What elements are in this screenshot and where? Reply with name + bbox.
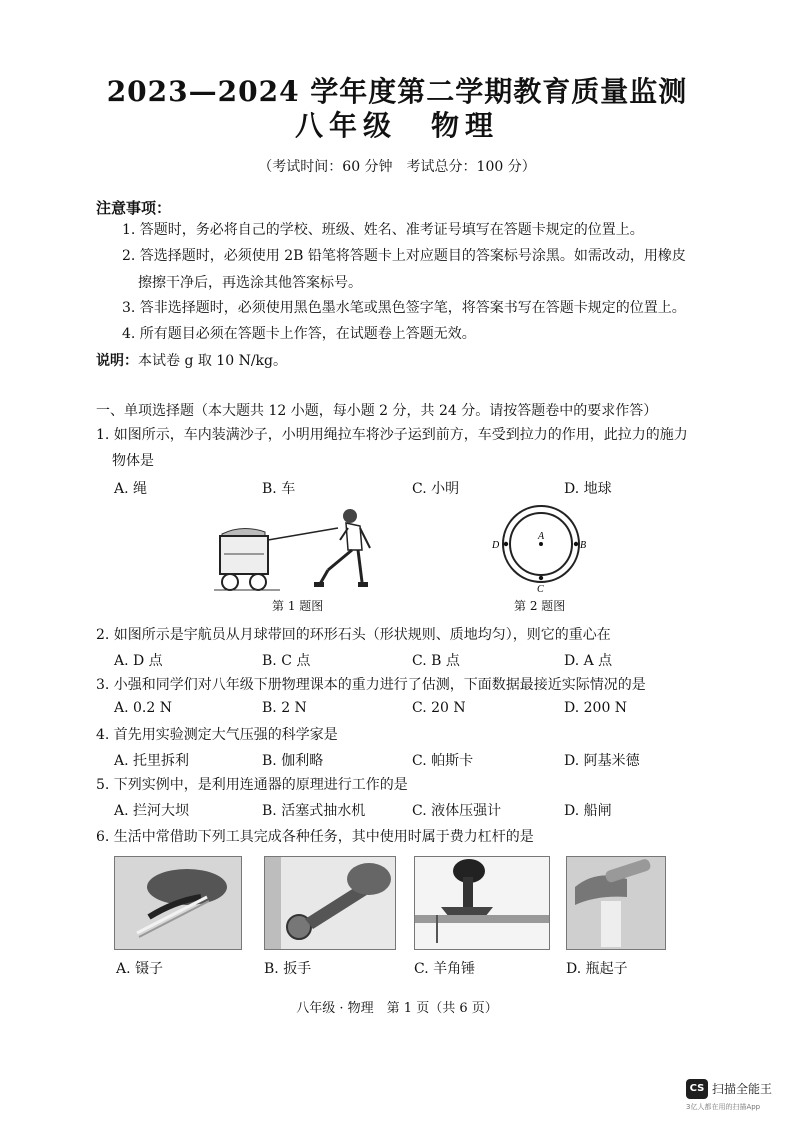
page-footer: 八年级 · 物理 第 1 页（共 6 页） (296, 1001, 498, 1016)
note-label: 说明： (96, 353, 138, 369)
watermark-name: 扫描全能王 (712, 1082, 773, 1096)
question-6-stem: 6. 生活中常借助下列工具完成各种任务，其中使用时属于费力杠杆的是 (96, 829, 534, 845)
q1-option-a: A. 绳 (114, 481, 148, 497)
exam-title: 2023—2024 学年度第二学期教育质量监测 (106, 75, 688, 108)
bottle-opener-icon (567, 857, 665, 949)
label-b: B (580, 540, 587, 551)
notice-item-3: 3. 答非选择题时，必须使用黑色墨水笔或黑色签字笔，将答案书写在答题卡规定的位置上。 (122, 300, 686, 316)
note-text: 本试卷 g 取 10 N/kg。 (138, 353, 287, 369)
q4-option-a: A. 托里拆利 (114, 753, 190, 769)
figure-2-caption: 第 2 题图 (514, 599, 566, 613)
q5-option-d: D. 船闸 (564, 803, 612, 819)
notice-item-2-cont: 擦擦干净后，再选涂其他答案标号。 (138, 275, 362, 291)
q5-option-b: B. 活塞式抽水机 (262, 803, 366, 819)
q6-option-d: D. 瓶起子 (566, 961, 628, 977)
question-5-stem: 5. 下列实例中，是利用连通器的原理进行工作的是 (96, 777, 408, 793)
notice-item-4: 4. 所有题目必须在答题卡上作答，在试题卷上答题无效。 (122, 326, 476, 342)
point-b-dot (574, 542, 578, 546)
q6-option-b: B. 扳手 (264, 961, 312, 977)
label-a: A (538, 531, 545, 542)
figure-1-cart-illustration (210, 504, 390, 596)
question-2-stem: 2. 如图所示是宇航员从月球带回的环形石头（形状规则、质地均匀），则它的重心在 (96, 627, 611, 643)
label-c: C (537, 584, 544, 594)
notice-heading: 注意事项： (96, 199, 172, 217)
boy-pulling-icon (314, 509, 370, 587)
q2-option-d: D. A 点 (564, 653, 613, 669)
q1-option-b: B. 车 (262, 481, 296, 497)
q6-option-c: C. 羊角锤 (414, 961, 476, 977)
sand-cart-icon (214, 528, 280, 590)
camscanner-logo-icon: CS (686, 1079, 708, 1099)
question-1-stem-cont: 物体是 (112, 453, 154, 469)
q3-option-d: D. 200 N (564, 700, 628, 716)
label-d: D (492, 540, 500, 551)
q2-option-b: B. C 点 (262, 653, 311, 669)
q3-option-c: C. 20 N (412, 700, 466, 716)
exam-subject: 八年级 物理 (294, 109, 499, 142)
claw-hammer-icon (415, 857, 549, 949)
bottle-opener-photo (566, 856, 666, 950)
exam-info: （考试时间：60 分钟 考试总分：100 分） (258, 159, 536, 175)
q3-option-a: A. 0.2 N (114, 700, 172, 716)
point-a-dot (539, 542, 543, 546)
q2-option-c: C. B 点 (412, 653, 460, 669)
wrench-icon (265, 857, 395, 949)
q5-option-c: C. 液体压强计 (412, 803, 502, 819)
point-c-dot (539, 576, 543, 580)
tweezers-photo (114, 856, 242, 950)
watermark-tagline: 3亿人都在用的扫描App (686, 1103, 761, 1111)
q4-option-b: B. 伽利略 (262, 753, 324, 769)
figure-2-ring-diagram (488, 502, 598, 594)
claw-hammer-photo (414, 856, 550, 950)
notice-item-1: 1. 答题时，务必将自己的学校、班级、姓名、准考证号填写在答题卡规定的位置上。 (122, 222, 644, 238)
note-line (96, 350, 287, 370)
figure-1-caption: 第 1 题图 (272, 599, 324, 613)
question-1-stem: 1. 如图所示，车内装满沙子，小明用绳拉车将沙子运到前方，车受到拉力的作用，此拉力的施力 (96, 427, 688, 443)
point-d-dot (504, 542, 508, 546)
notice-item-2: 2. 答选择题时，必须使用 2B 铅笔将答题卡上对应题目的答案标号涂黑。如需改动，用橡皮 (122, 248, 686, 264)
q6-option-a: A. 镊子 (116, 961, 164, 977)
q3-option-b: B. 2 N (262, 700, 307, 716)
q1-option-c: C. 小明 (412, 481, 460, 497)
q2-option-a: A. D 点 (114, 653, 163, 669)
q5-option-a: A. 拦河大坝 (114, 803, 190, 819)
question-3-stem: 3. 小强和同学们对八年级下册物理课本的重力进行了估测，下面数据最接近实际情况的是 (96, 677, 646, 693)
question-4-stem: 4. 首先用实验测定大气压强的科学家是 (96, 727, 338, 743)
q1-option-d: D. 地球 (564, 481, 612, 497)
section-heading: 一、单项选择题（本大题共 12 小题，每小题 2 分，共 24 分。请按答题卷中的要求作答） (96, 403, 658, 419)
q4-option-d: D. 阿基米德 (564, 753, 640, 769)
wrench-photo (264, 856, 396, 950)
rope-icon (268, 528, 338, 540)
tweezers-icon (115, 857, 241, 949)
q4-option-c: C. 帕斯卡 (412, 753, 474, 769)
